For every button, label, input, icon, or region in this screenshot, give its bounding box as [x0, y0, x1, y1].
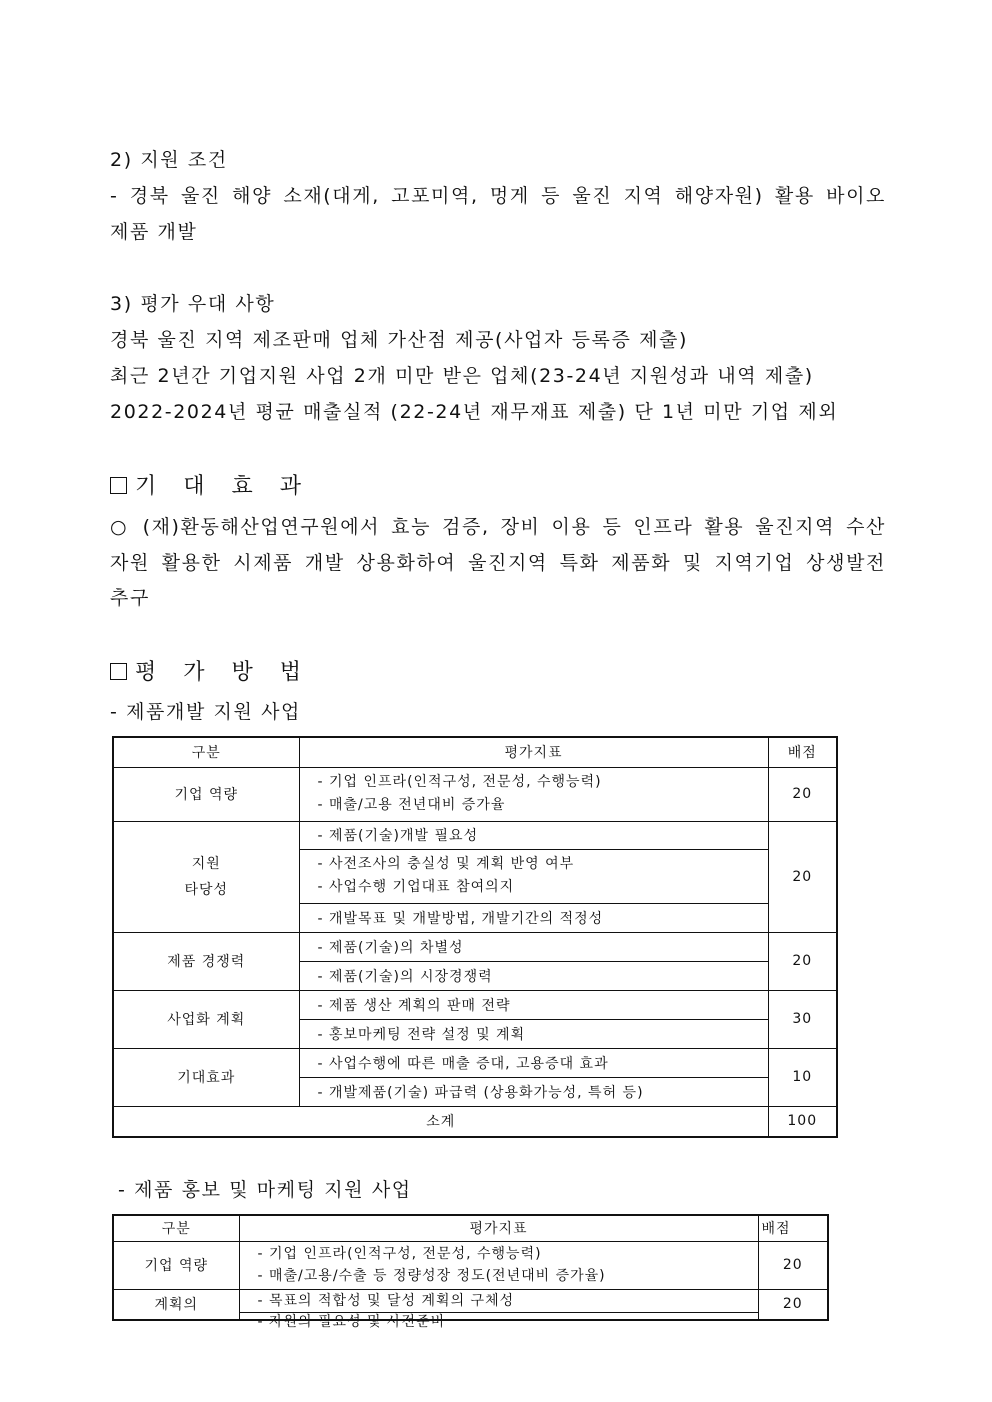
evaluation-table-marketing — [112, 1214, 829, 1330]
criteria-item: - 기업 인프라(인적구성, 전문성, 수행능력) — [317, 774, 602, 790]
total-score: 100 — [768, 1106, 837, 1137]
table-row — [113, 990, 837, 1019]
score-cell: 10 — [768, 1048, 837, 1106]
score-cell: 20 — [768, 932, 837, 990]
criteria-cell: - 사업수행에 따른 매출 증대, 고용증대 효과 — [299, 1048, 768, 1077]
evaluation-table-product-dev — [112, 736, 838, 1138]
effects-line-1: ○ (재)환동해산업연구원에서 효능 검증, 장비 이용 등 인프라 활용 울진지역 수산 — [110, 516, 886, 538]
table-row — [113, 821, 837, 849]
preference-line-1: 경북 울진 지역 제조판매 업체 가산점 제공(사업자 등록증 제출) — [110, 329, 688, 351]
table-row — [113, 932, 837, 961]
criteria-cell — [239, 1241, 758, 1289]
criteria-cell — [239, 1289, 758, 1330]
category-cell: 계획의 — [113, 1289, 239, 1320]
preference-line-2: 최근 2년간 기업지원 사업 2개 미만 받은 업체(23-24년 지원성과 내역 제출) — [110, 365, 814, 387]
table-header: 배점 — [758, 1215, 828, 1241]
criteria-item: - 사전조사의 충실성 및 계획 반영 여부 — [317, 856, 575, 872]
criteria-item: - 매출/고용/수출 등 정량성장 정도(전년대비 증가율) — [257, 1268, 606, 1284]
criteria-item: - 목표의 적합성 및 달성 계획의 구체성 — [257, 1292, 515, 1309]
effects-line-3: 추구 — [110, 587, 150, 609]
evaluation-title: 평 가 방 법 — [135, 660, 311, 685]
checkbox-square-icon — [110, 477, 127, 494]
conditions-line-1: - 경북 울진 해양 소재(대게, 고포미역, 멍게 등 울진 지역 해양자원) 활용 바이오 — [110, 185, 886, 207]
table-header: 배점 — [768, 737, 837, 767]
evaluation-heading — [110, 655, 311, 686]
criteria-cell: - 개발제품(기술) 파급력 (상용화가능성, 특허 등) — [299, 1077, 768, 1106]
category-cell: 기대효과 — [113, 1048, 299, 1106]
category-cell — [113, 821, 299, 932]
score-cell: 20 — [758, 1241, 828, 1289]
preference-line-3: 2022-2024년 평균 매출실적 (22-24년 재무재표 제출) 단 1년 미만 기업 제외 — [110, 401, 839, 423]
category-cell: 사업화 계획 — [113, 990, 299, 1048]
criteria-cell: - 제품(기술)의 시장경쟁력 — [299, 961, 768, 990]
score-cell: 20 — [768, 767, 837, 821]
table-row — [113, 767, 837, 821]
table-header: 평가지표 — [239, 1215, 758, 1241]
criteria-cell — [299, 767, 768, 821]
criteria-item: - 기업 인프라(인적구성, 전문성, 수행능력) — [257, 1246, 542, 1262]
effects-line-2: 자원 활용한 시제품 개발 상용화하여 울진지역 특화 제품화 및 지역기업 상생발전 — [110, 552, 886, 574]
category-cell: 제품 경쟁력 — [113, 932, 299, 990]
checkbox-square-icon — [110, 663, 127, 680]
total-label: 소계 — [113, 1106, 768, 1137]
criteria-cell — [299, 849, 768, 903]
criteria-cell: - 개발목표 및 개발방법, 개발기간의 적정성 — [299, 903, 768, 932]
table-header: 평가지표 — [299, 737, 768, 767]
category-line: 지원 — [191, 855, 221, 872]
criteria-cell: - 제품(기술)개발 필요성 — [299, 821, 768, 849]
category-line: 타당성 — [184, 881, 229, 898]
criteria-item: - 자원의 필요성 및 사전준비 — [257, 1313, 446, 1330]
preference-heading: 3) 평가 우대 사항 — [110, 293, 276, 315]
table-row — [113, 1048, 837, 1077]
table-row — [113, 1241, 828, 1289]
category-cell: 기업 역량 — [113, 1241, 239, 1289]
conditions-heading: 2) 지원 조건 — [110, 149, 228, 171]
criteria-item: - 사업수행 기업대표 참여의지 — [317, 879, 515, 895]
score-cell: 20 — [758, 1289, 828, 1320]
score-cell: 30 — [768, 990, 837, 1048]
conditions-line-2: 제품 개발 — [110, 221, 198, 243]
effects-heading — [110, 469, 311, 500]
criteria-item: - 매출/고용 전년대비 증가율 — [317, 797, 506, 813]
table-row — [113, 1289, 828, 1320]
effects-title: 기 대 효 과 — [135, 474, 311, 499]
criteria-cell: - 제품(기술)의 차별성 — [299, 932, 768, 961]
table-header: 구분 — [113, 1215, 239, 1241]
table-header: 구분 — [113, 737, 299, 767]
evaluation-subheading-1: - 제품개발 지원 사업 — [110, 701, 302, 723]
score-cell: 20 — [768, 821, 837, 932]
category-cell: 기업 역량 — [113, 767, 299, 821]
criteria-cell: - 제품 생산 계획의 판매 전략 — [299, 990, 768, 1019]
evaluation-subheading-2: - 제품 홍보 및 마케팅 지원 사업 — [118, 1179, 412, 1201]
table-total-row — [113, 1106, 837, 1137]
criteria-cell: - 홍보마케팅 전략 설정 및 계획 — [299, 1019, 768, 1048]
